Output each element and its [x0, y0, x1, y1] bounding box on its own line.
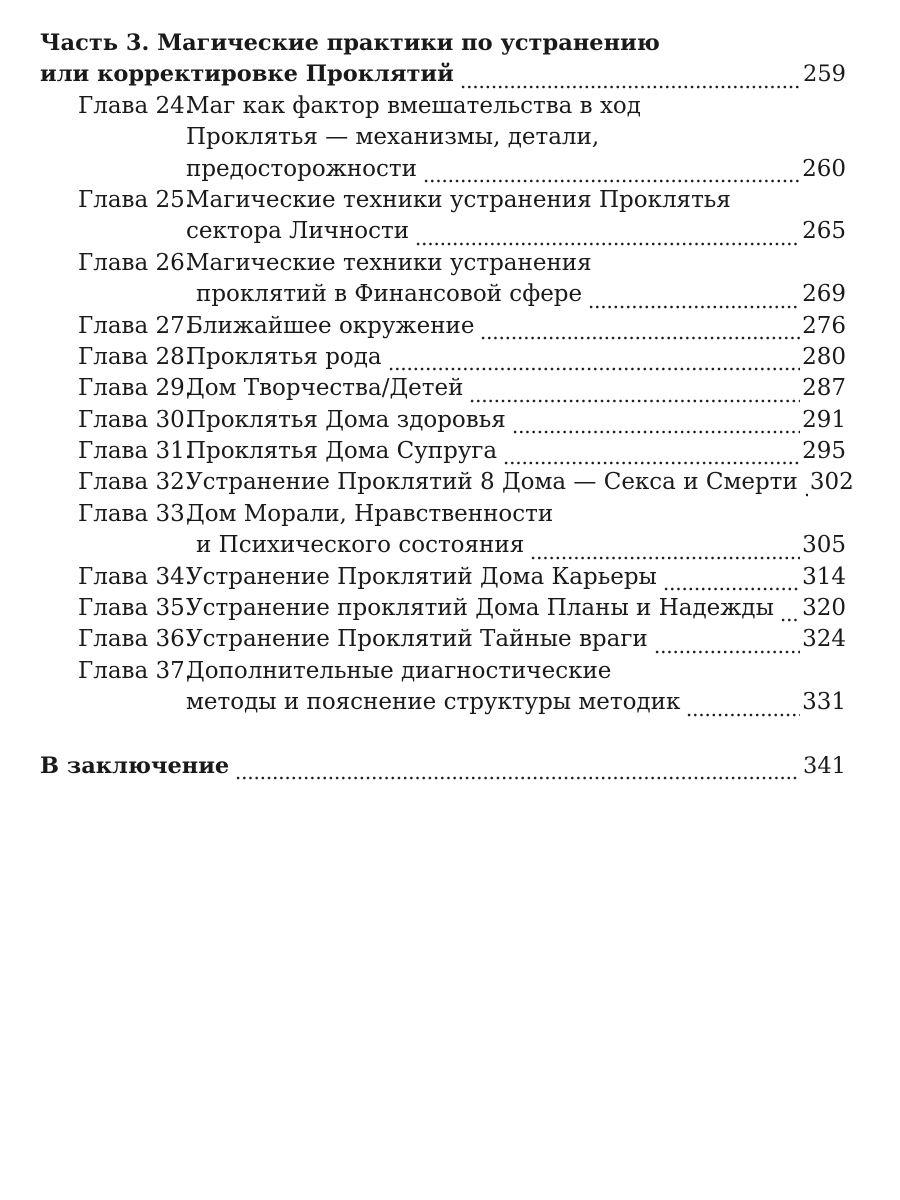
dot-leader [804, 493, 808, 497]
toc-chapter-27 [78, 311, 846, 342]
conclusion-line [40, 751, 846, 782]
chapter-number: Глава 24. [78, 92, 193, 119]
part-title-line-2 [40, 59, 846, 90]
dot-leader [423, 179, 800, 183]
chapter-number: Глава 28. [78, 343, 193, 370]
toc-chapter-25 [78, 185, 846, 248]
page-number: 259 [803, 61, 846, 88]
chapter-line [78, 91, 846, 122]
chapter-line [78, 593, 846, 624]
toc-chapter-31 [78, 436, 846, 467]
table-of-contents [40, 28, 854, 782]
page-number: 287 [802, 375, 846, 402]
chapter-line [78, 342, 846, 373]
toc-chapter-34 [78, 562, 846, 593]
chapter-title: Дом Творчества/Детей [186, 375, 464, 402]
chapter-line [78, 467, 854, 498]
dot-leader [780, 618, 800, 622]
chapter-title: и Психического состояния [196, 532, 525, 559]
chapter-line [78, 185, 846, 216]
dot-leader [235, 776, 800, 780]
chapter-number: Глава 30. [78, 406, 193, 433]
toc-chapter-33 [78, 499, 846, 562]
toc-chapter-26 [78, 248, 846, 311]
chapter-number: Глава 26. [78, 249, 193, 276]
toc-conclusion [40, 751, 846, 782]
dot-leader [503, 461, 800, 465]
toc-chapter-37 [78, 656, 846, 719]
toc-chapter-30 [78, 405, 846, 436]
chapter-title: Проклятья рода [186, 343, 382, 370]
toc-chapter-28 [78, 342, 846, 373]
chapter-line [78, 122, 846, 153]
toc-chapter-32 [78, 467, 854, 498]
toc-part-3 [40, 28, 846, 91]
page-number: 295 [802, 438, 846, 465]
chapter-line [78, 154, 846, 185]
page-number: 305 [802, 532, 846, 559]
chapter-line [78, 311, 846, 342]
chapter-number: Глава 33. [78, 500, 193, 527]
page-number: 324 [802, 626, 846, 653]
chapter-number: Глава 27. [78, 312, 193, 339]
chapter-line [78, 248, 846, 279]
part-subtitle: или корректировке Проклятий [40, 61, 454, 88]
chapter-title: сектора Личности [186, 218, 410, 245]
chapter-title: методы и пояснение структуры методик [186, 689, 681, 716]
page-number: 269 [802, 281, 846, 308]
chapter-title: Устранение проклятий Дома Планы и Надежды [186, 595, 774, 622]
toc-chapter-29 [78, 373, 846, 404]
chapter-title: проклятий в Финансовой сфере [196, 281, 583, 308]
dot-leader [469, 399, 800, 403]
dot-leader [512, 430, 800, 434]
chapter-title: Дом Морали, Нравственности [186, 500, 554, 527]
chapter-line [78, 279, 846, 310]
chapter-number: Глава 35. [78, 595, 193, 622]
chapter-title: Устранение Проклятий Дома Карьеры [186, 563, 657, 590]
toc-chapter-36 [78, 624, 846, 655]
page-number: 314 [802, 563, 846, 590]
page-number: 276 [802, 312, 846, 339]
part-title: Часть 3. Магические практики по устранению [40, 30, 660, 56]
chapter-title: Проклятья — механизмы, детали, [186, 124, 600, 151]
dot-leader [654, 650, 800, 654]
chapter-number: Глава 32. [78, 469, 193, 496]
page-number: 265 [802, 218, 846, 245]
part-title-line-1 [40, 28, 846, 59]
page-number: 291 [802, 406, 846, 433]
chapter-title: Ближайшее окружение [186, 312, 475, 339]
dot-leader [686, 713, 800, 717]
page-number: 260 [802, 155, 846, 182]
chapter-line [78, 216, 846, 247]
chapter-title: Маг как фактор вмешательства в ход [186, 92, 641, 119]
chapter-line [78, 624, 846, 655]
toc-chapter-24 [78, 91, 846, 185]
dot-leader [480, 336, 800, 340]
chapter-number: Глава 31. [78, 438, 193, 465]
chapter-number: Глава 37. [78, 657, 193, 684]
chapter-number: Глава 29. [78, 375, 193, 402]
dot-leader [663, 587, 800, 591]
chapter-number: Глава 25. [78, 186, 193, 213]
dot-leader [530, 556, 800, 560]
chapter-title: предосторожности [186, 155, 417, 182]
chapter-title: Магические техники устранения [186, 249, 592, 276]
chapter-title: Устранение Проклятий 8 Дома — Секса и Смерти [186, 469, 798, 496]
dot-leader [415, 242, 800, 246]
chapter-line [78, 405, 846, 436]
page-number: 331 [802, 689, 846, 716]
dot-leader [388, 367, 800, 371]
dot-leader [460, 85, 800, 89]
page-number: 341 [803, 752, 846, 779]
chapter-line [78, 436, 846, 467]
page-number: 320 [802, 595, 846, 622]
chapter-line [78, 656, 846, 687]
chapter-number: Глава 34. [78, 563, 193, 590]
chapter-line [78, 499, 846, 530]
page-number: 280 [802, 343, 846, 370]
chapter-title: Магические техники устранения Проклятья [186, 186, 731, 213]
chapter-title: Устранение Проклятий Тайные враги [186, 626, 648, 653]
chapter-title: Дополнительные диагностические [186, 657, 612, 684]
conclusion-title: В заключение [40, 752, 230, 779]
chapter-number: Глава 36. [78, 626, 193, 653]
chapter-line [78, 530, 846, 561]
dot-leader [588, 305, 800, 309]
chapter-line [78, 373, 846, 404]
chapter-title: Проклятья Дома Супруга [186, 438, 498, 465]
chapter-line [78, 687, 846, 718]
chapter-line [78, 562, 846, 593]
page-number: 302 [809, 469, 854, 496]
chapter-title: Проклятья Дома здоровья [186, 406, 506, 433]
toc-chapter-35 [78, 593, 846, 624]
